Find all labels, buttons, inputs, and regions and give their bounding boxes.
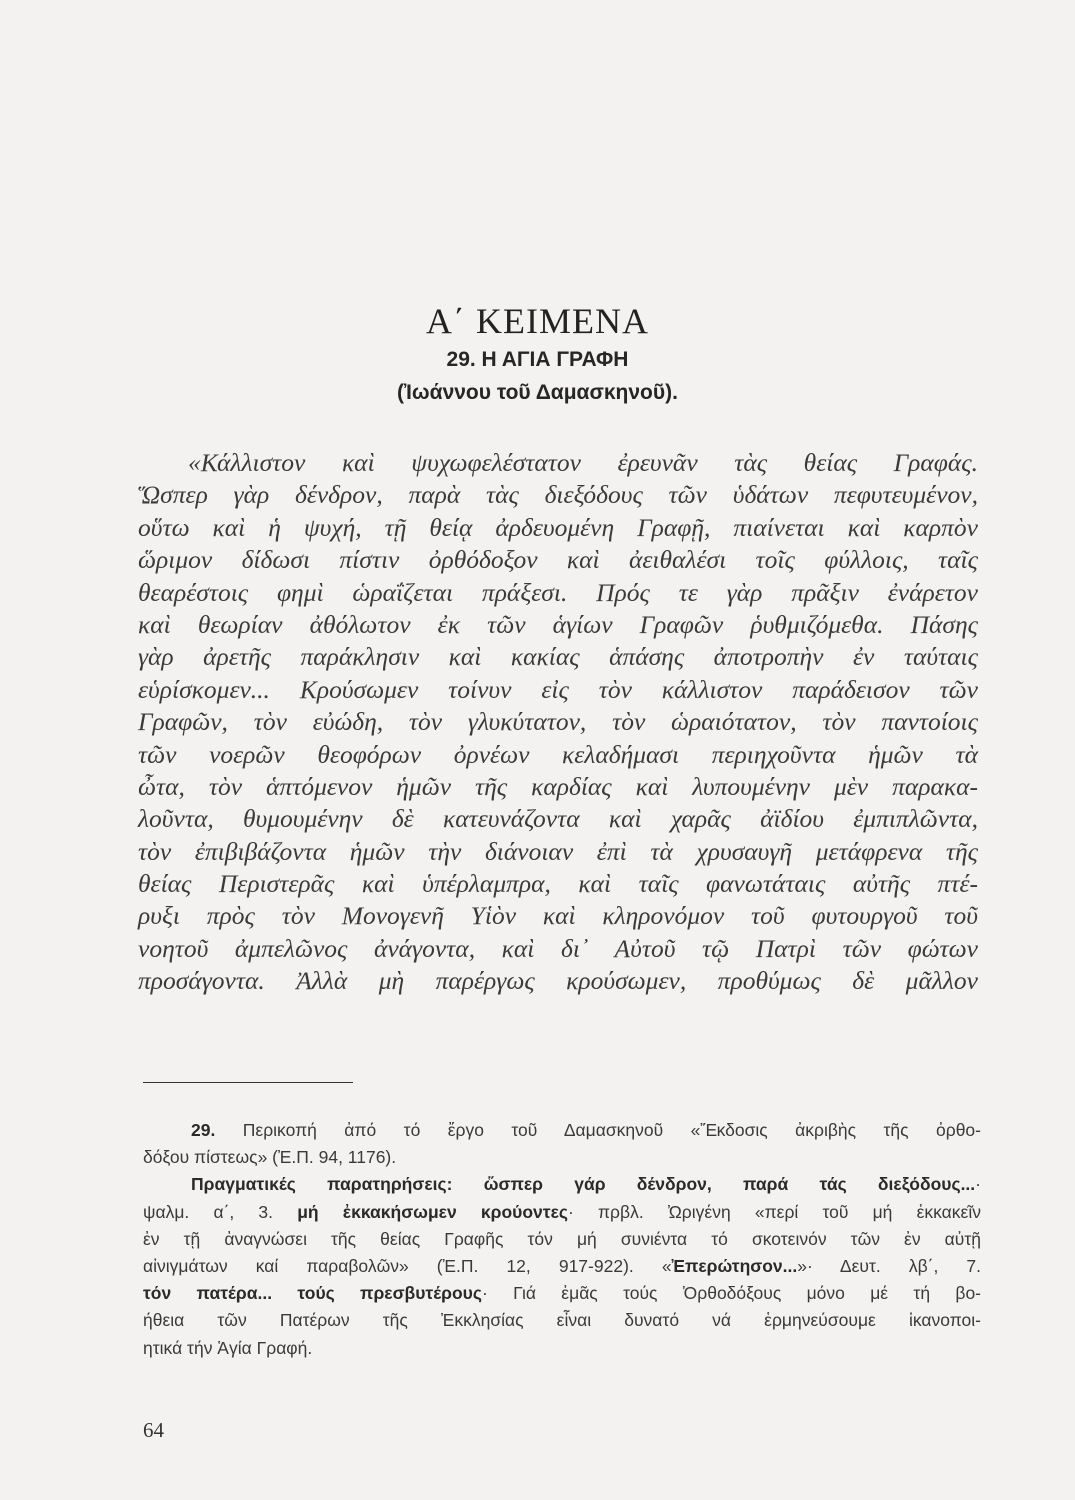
footnote-text: αἰνιγμάτων καί παραβολῶν» (Ἐ.Π. 12, 917-922). «: [143, 1255, 672, 1276]
text-line: γὰρ ἀρετῆς παράκλησιν καὶ κακίας ἁπάσης ἀποτροπὴν ἐν ταύταις: [138, 642, 978, 672]
text-line: ὥριμον δίδωσι πίστιν ὀρθόδοξον καὶ ἀειθαλέσι τοῖς φύλλοις, ταῖς: [138, 545, 978, 575]
text-line: οὕτω καὶ ἡ ψυχή, τῇ θείᾳ ἀρδευομένη Γραφῇ, πιαίνεται καὶ καρπὸν: [138, 512, 978, 542]
text-line: θεαρέστοις φημὶ ὡραΐζεται πράξεσι. Πρός τε γὰρ πρᾶξιν ἐνάρετον: [138, 577, 978, 607]
footnote-text: ·: [975, 1174, 981, 1195]
text-line: ὦτα, τὸν ἁπτόμενον ἡμῶν τῆς καρδίας καὶ λυπουμένην μὲν παρακα-: [138, 771, 978, 801]
text-line: «Κάλλιστον καὶ ψυχωφελέστατον ἐρευνᾶν τὰς θείας Γραφάς.: [188, 448, 978, 477]
footnote-line: [143, 1171, 981, 1198]
main-text: [138, 447, 978, 998]
citation-phrase: μή ἐκκακήσωμεν κρούοντες: [297, 1201, 568, 1222]
footnote-line: [143, 1253, 981, 1280]
footnote-line: [143, 1280, 981, 1307]
citation-phrase: ὥσπερ γάρ δένδρον, παρά τάς διεξόδους...: [483, 1174, 976, 1195]
footnote-divider: [143, 1082, 353, 1083]
text-line: λοῦντα, θυμουμένην δὲ κατευνάζοντα καὶ χαρᾶς ἀϊδίου ἐμπιπλῶντα,: [138, 804, 978, 834]
chapter-title: 29. Η ΑΓΙΑ ΓΡΑΦΗ: [446, 348, 629, 371]
text-line: τῶν νοερῶν θεοφόρων ὀρνέων κελαδήμασι περιηχοῦντα ἡμῶν τὰ: [138, 739, 978, 769]
author-attribution: (Ἰωάννου τοῦ Δαμασκηνοῦ).: [397, 381, 678, 404]
text-line: Γραφῶν, τὸν εὐώδη, τὸν γλυκύτατον, τὸν ὡραιότατον, τὸν παντοίοις: [138, 707, 978, 737]
text-line: θείας Περιστερᾶς καὶ ὑπέρλαμπρα, καὶ ταῖς φανωτάταις αὐτῆς πτέ-: [138, 869, 978, 899]
footnote-line: [143, 1117, 981, 1144]
footnotes: [143, 1117, 981, 1362]
text-line: νοητοῦ ἀμπελῶνος ἀνάγοντα, καὶ δι᾽ Αὐτοῦ τῷ Πατρὶ τῶν φώτων: [138, 933, 978, 963]
text-line: ρυξι πρὸς τὸν Μονογενῆ Υἱὸν καὶ κληρονόμον τοῦ φυτουργοῦ τοῦ: [138, 901, 978, 931]
page-number: 64: [143, 1418, 164, 1442]
footnote-text: · πρβλ. Ὠριγένη «περί τοῦ μή ἐκκακεῖν: [567, 1201, 981, 1222]
footnote-text: »· Δευτ. λβ΄, 7.: [797, 1255, 981, 1276]
footnote-line: ητικά τήν Ἁγία Γραφή.: [143, 1337, 313, 1358]
citation-phrase: Ἐπερώτησον...: [671, 1255, 798, 1276]
text-line: τὸν ἐπιβιβάζοντα ἡμῶν τὴν διάνοιαν ἐπὶ τὰ χρυσαυγῆ μετάφρενα τῆς: [138, 836, 978, 866]
citation-phrase: τόν πατέρα... τούς πρεσβυτέρους: [143, 1283, 482, 1304]
footnote-text: · Γιά ἐμᾶς τούς Ὀρθοδόξους μόνο μέ τή βο-: [481, 1283, 982, 1304]
text-line: καὶ θεωρίαν ἀθόλωτον ἐκ τῶν ἁγίων Γραφῶν ῥυθμιζόμεθα. Πάσης: [138, 609, 978, 639]
text-line: Ὥσπερ γὰρ δένδρον, παρὰ τὰς διεξόδους τῶν ὑδάτων πεφυτευμένον,: [138, 480, 978, 510]
footnote-line: ήθεια τῶν Πατέρων τῆς Ἐκκλησίας εἶναι δυνατό νά ἑρμηνεύσουμε ἱκανοποι-: [143, 1310, 981, 1331]
footnote-line: δόξου πίστεως» (Ἐ.Π. 94, 1176).: [143, 1147, 397, 1168]
notes-heading: Πραγματικές παρατηρήσεις:: [191, 1174, 453, 1195]
footnote-number: 29.: [191, 1120, 216, 1140]
text-line: εὑρίσκομεν... Κρούσωμεν τοίνυν εἰς τὸν κάλλιστον παράδεισον τῶν: [138, 674, 978, 704]
text-line: προσάγοντα. Ἀλλὰ μὴ παρέργως κρούσωμεν, προθύμως δὲ μᾶλλον: [138, 966, 978, 996]
footnote-text: ψαλμ. α΄, 3.: [143, 1201, 274, 1222]
footnote-line: [143, 1199, 981, 1226]
footnote-line: ἐν τῇ ἀναγνώσει τῆς θείας Γραφῆς τόν μή συνιέντα τό σκοτεινόν τῶν ἐν αὐτῇ: [143, 1228, 981, 1249]
footnote-text: Περικοπή ἀπό τό ἔργο τοῦ Δαμασκηνοῦ «Ἔκδοσις ἀκριβὴς τῆς ὀρθο-: [242, 1120, 981, 1140]
section-title: Α΄ ΚΕΙΜΕΝΑ: [426, 301, 649, 341]
